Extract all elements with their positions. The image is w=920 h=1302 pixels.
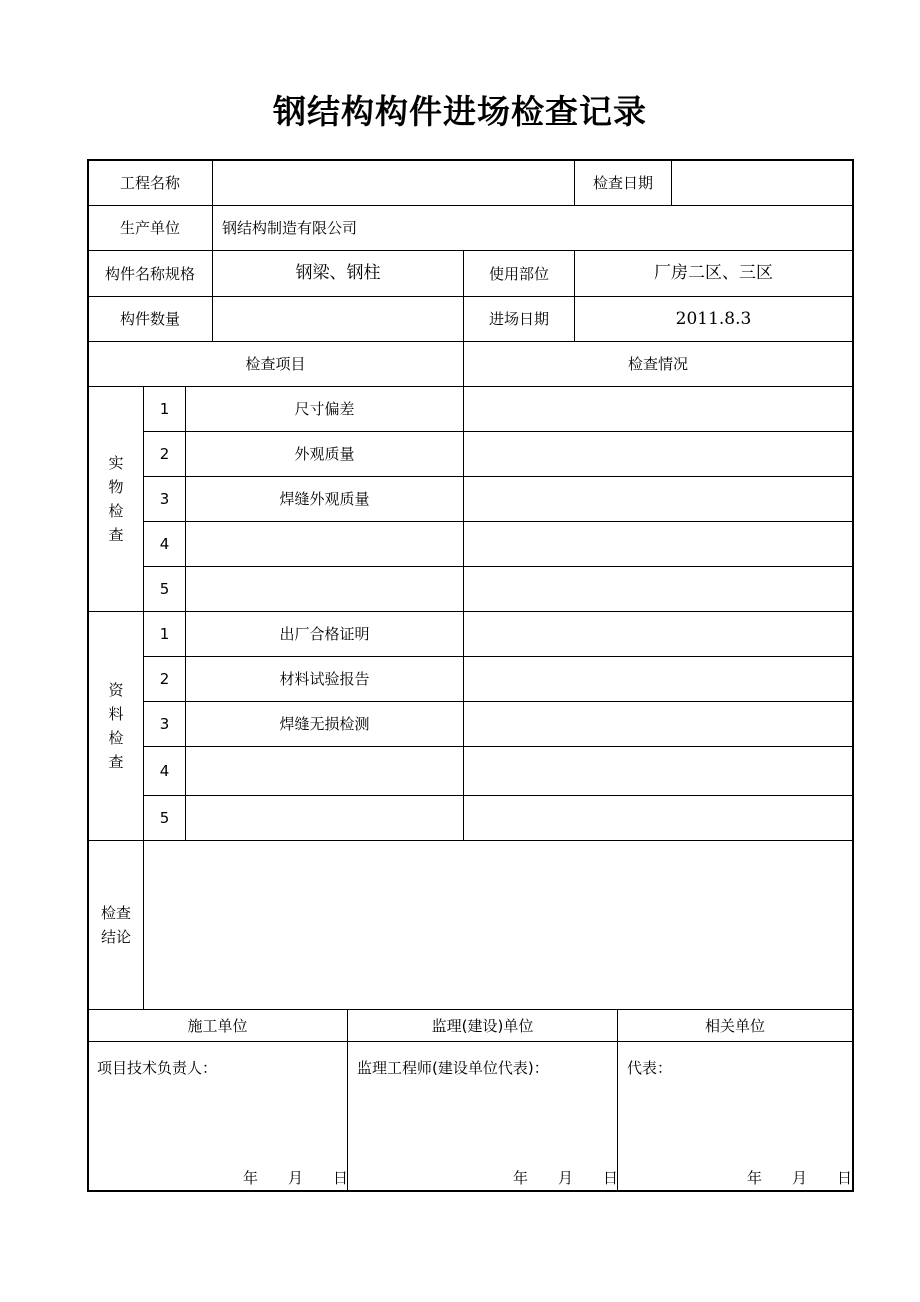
inspection-status-field[interactable] — [464, 567, 852, 611]
inspection-status-header: 检查情况 — [627, 355, 688, 373]
component-spec-label: 构件名称规格 — [104, 264, 195, 283]
row-number: 5 — [159, 580, 170, 598]
row-number: 4 — [159, 762, 170, 780]
row-divider — [87, 1041, 854, 1042]
category-char: 检 — [108, 729, 124, 747]
inspection-item-header: 检查项目 — [245, 355, 306, 373]
row-number: 4 — [159, 535, 170, 553]
category-char: 资 — [108, 681, 124, 699]
row-number: 5 — [159, 809, 170, 827]
table-bottom-border — [87, 1190, 854, 1192]
conclusion-label-line: 结论 — [100, 928, 131, 946]
check-date-label: 检查日期 — [592, 173, 653, 192]
component-spec-field[interactable]: 钢梁、钢柱 — [295, 263, 381, 284]
row-number: 2 — [159, 445, 170, 463]
inspection-status-field[interactable] — [464, 432, 852, 476]
category-char: 料 — [108, 705, 124, 723]
construction-person-label: 项目技术负责人： — [97, 1059, 218, 1077]
inspection-item: 焊缝外观质量 — [279, 490, 370, 508]
row-number: 3 — [159, 715, 170, 733]
quantity-label: 构件数量 — [119, 310, 180, 328]
inspection-item — [186, 796, 463, 840]
inspection-status-field[interactable] — [464, 477, 852, 521]
construction-sign-date[interactable]: 年 月 日 — [243, 1169, 349, 1187]
entry-date-label: 进场日期 — [488, 310, 549, 328]
inspection-status-field[interactable] — [464, 657, 852, 701]
row-number: 1 — [159, 625, 170, 643]
table-right-border — [852, 159, 854, 1192]
inspection-item: 尺寸偏差 — [294, 400, 355, 418]
conclusion-field[interactable] — [144, 841, 852, 1009]
physical-inspection-category — [88, 387, 144, 611]
inspection-status-field[interactable] — [464, 522, 852, 566]
category-char: 查 — [108, 526, 124, 544]
category-char: 物 — [108, 478, 124, 496]
category-char: 实 — [108, 454, 124, 472]
conclusion-label — [88, 841, 144, 1009]
inspection-item — [186, 747, 463, 795]
inspection-item: 焊缝无损检测 — [279, 715, 370, 733]
supervision-person-label: 监理工程师(建设单位代表)： — [357, 1059, 549, 1077]
inspection-item — [186, 522, 463, 566]
inspection-status-field[interactable] — [464, 702, 852, 746]
check-date-field[interactable] — [672, 160, 852, 205]
document-inspection-category — [88, 612, 144, 840]
page-title: 钢结构构件进场检查记录 — [273, 92, 647, 131]
quantity-field[interactable] — [213, 297, 463, 341]
manufacturer-label: 生产单位 — [119, 219, 180, 237]
manufacturer-field[interactable]: 钢结构制造有限公司 — [222, 219, 358, 237]
inspection-item: 材料试验报告 — [279, 670, 370, 688]
conclusion-label-line: 检查 — [100, 904, 131, 922]
inspection-item — [186, 567, 463, 611]
use-location-field[interactable]: 厂房二区、三区 — [654, 263, 773, 284]
inspection-status-field[interactable] — [464, 796, 852, 840]
project-name-label: 工程名称 — [119, 173, 180, 192]
related-person-label: 代表： — [627, 1059, 673, 1077]
row-number: 1 — [159, 400, 170, 418]
project-name-field[interactable] — [213, 160, 574, 205]
category-char: 检 — [108, 502, 124, 520]
inspection-item: 出厂合格证明 — [279, 625, 370, 643]
row-number: 3 — [159, 490, 170, 508]
row-number: 2 — [159, 670, 170, 688]
inspection-status-field[interactable] — [464, 387, 852, 431]
supervision-unit-header: 监理(建设)单位 — [431, 1016, 534, 1035]
inspection-item: 外观质量 — [294, 445, 355, 463]
entry-date-field[interactable]: 2011.8.3 — [675, 308, 752, 329]
related-unit-header: 相关单位 — [704, 1016, 765, 1035]
construction-unit-header: 施工单位 — [187, 1016, 248, 1035]
use-location-label: 使用部位 — [488, 264, 549, 283]
category-char: 查 — [108, 753, 124, 771]
inspection-status-field[interactable] — [464, 747, 852, 795]
supervision-sign-date[interactable]: 年 月 日 — [513, 1169, 619, 1187]
inspection-status-field[interactable] — [464, 612, 852, 656]
related-sign-date[interactable]: 年 月 日 — [747, 1169, 853, 1187]
